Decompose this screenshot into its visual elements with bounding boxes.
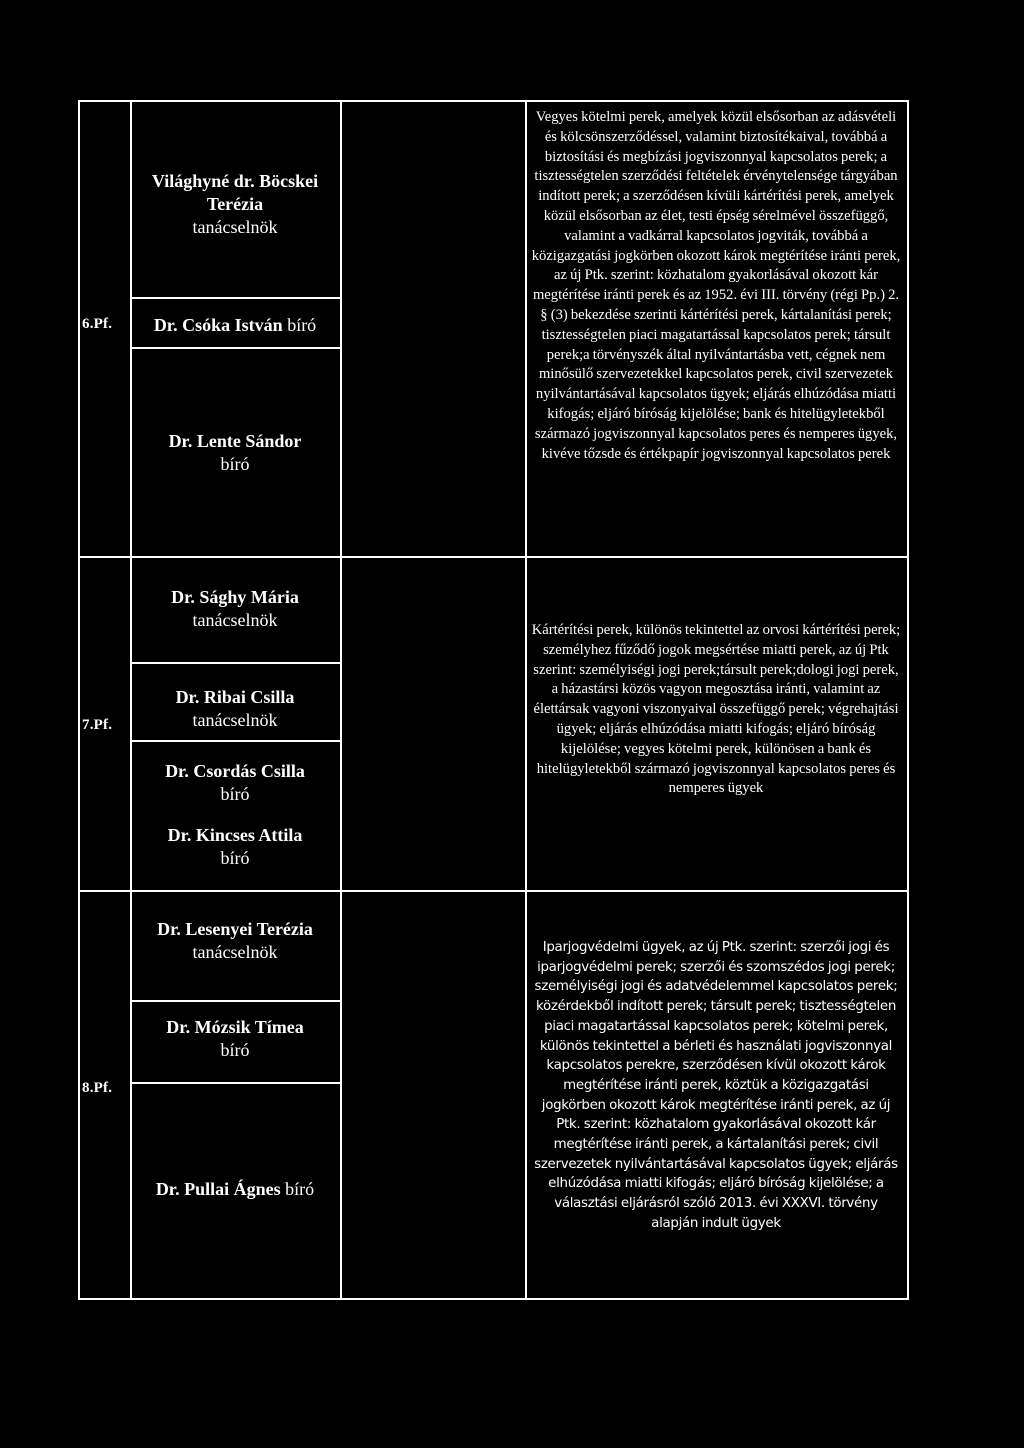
judge-name: Dr. Csóka István [153,315,283,335]
judge-sep-8-1 [130,1000,341,1002]
judge-name: Dr. Mózsik Tímea [166,1017,304,1037]
judge-role: bíró [220,848,250,868]
judge-name: Dr. Csordás Csilla [165,761,305,781]
judge-entry [135,686,335,732]
grid-line-top [78,100,909,102]
grid-line-col3 [525,100,527,1300]
section-code: 7.Pf. [82,717,113,733]
judge-name: Dr. Lente Sándor [168,431,302,451]
grid-line-right [907,100,909,1300]
grid-line-row2 [78,890,909,892]
judge-sep-6-1 [130,297,341,299]
grid-line-col2 [340,100,342,1300]
judge-role: bíró [220,454,250,474]
judge-entry [135,918,335,964]
judge-entry [135,1016,335,1062]
judge-name: Dr. Ribai Csilla [175,687,295,707]
grid-line-col1 [130,100,132,1300]
judge-role: bíró [220,1040,250,1060]
judge-sep-7-1 [130,662,341,664]
judge-role: tanácselnök [192,610,278,630]
judge-entry [135,1178,335,1201]
judge-role: tanácselnök [192,942,278,962]
grid-line-row1 [78,556,909,558]
judge-name: Dr. Sághy Mária [171,587,299,607]
grid-line-bottom [78,1298,909,1300]
judge-role: bíró [285,1179,315,1199]
judge-name: Dr. Kincses Attila [167,825,303,845]
judge-role: tanácselnök [192,710,278,730]
judge-entry [135,430,335,476]
judge-entry [135,314,335,337]
judge-sep-8-2 [130,1082,341,1084]
section-code: 6.Pf. [82,316,113,332]
judge-entry [135,170,335,239]
judge-entry [135,760,335,806]
judge-role: bíró [220,784,250,804]
judge-name: Dr. Pullai Ágnes [155,1179,281,1199]
judge-sep-7-2 [130,740,341,742]
judge-role: bíró [287,315,317,335]
section-code: 8.Pf. [82,1080,113,1096]
case-description: Vegyes kötelmi perek, amelyek közül elsősorban az adásvételi és kölcsönszerződéssel, valamint biztosítékaival, továbbá a biztosítási és megbízási jogviszonnyal kapcsolatos perek; a tisztességtelen szerződési feltételek érvénytelensége tárgyában indított perek; a szerződésen kívüli kártérítési perek, amelyek közül elsősorban az élet, testi épség sérelmével összefüggő, valamint a vadkárral kapcsolatos jogviták, továbbá a közigazgatási jogkörben okozott károk megtérítése iránti perek, az új Ptk. szerint: közhatalom gyakorlásával okozott kár megtérítése iránti perek és az 1952. évi III. törvény (régi Pp.) 2. § (3) bekezdése szerinti kártérítési perek, kártalanítási perek; tisztességtelen piaci magatartással kapcsolatos perek; társult perek;a törvényszék által nyilvántartásba vett, cégnek nem minősülő szervezetekkel kapcsolatos perek, civil szervezetek nyilvántartásával kapcsolatos ügyek; eljárás elhúzódása miatti kifogás; eljáró bíróság kijelölése; bank és hitelügyletekből származó jogviszonnyal kapcsolatos peres és nemperes ügyek, kivéve tőzsde és értékpapír jogviszonnyal kapcsolatos perek [531,109,901,462]
judge-role: tanácselnök [192,217,278,237]
case-description: Iparjogvédelmi ügyek, az új Ptk. szerint: szerzői jogi és iparjogvédelmi perek; szerzői és szomszédos jogi perek; személyiségi jogi és adatvédelemmel kapcsolatos perek; közérdekből indított perek; társult perek; tisztességtelen piaci magatartással kapcsolatos perek; kötelmi perek, különös tekintettel a bérleti és használati jogviszonnyal kapcsolatos perekre, szerződésen kívül okozott károk megtérítése iránti perek, köztük a közigazgatási jogkörben okozott károk megtérítése iránti perek, az új Ptk. szerint: közhatalom gyakorlásával okozott kár megtérítése iránti perek, a kártalanítási perek; civil szervezetek nyilvántartásával kapcsolatos ügyek; eljárás elhúzódása miatti kifogás; eljáró bíróság kijelölése; a választási eljárásról szóló 2013. évi XXXVI. törvény alapján indult ügyek [534,940,898,1231]
judge-name: Dr. Lesenyei Terézia [157,919,313,939]
judge-name: Világhyné dr. Böcskei Terézia [151,171,319,214]
judge-entry [135,586,335,632]
judge-entry [135,824,335,870]
judge-sep-6-2 [130,347,341,349]
case-description: Kártérítési perek, különös tekintettel az orvosi kártérítési perek; személyhez fűződő jogok megsértése miatti perek, az új Ptk szerint: személyiségi jogi perek;társult perek;dologi jogi perek, a házastársi közös vagyon megosztása iránti, valamint az élettársak vagyoni viszonyaival összefüggő perek; végrehajtási ügyek; eljárás elhúzódása miatti kifogás; eljáró bíróság kijelölése; vegyes kötelmi perek, különösen a bank és hitelügyletekből származó jogviszonnyal kapcsolatos peres és nemperes ügyek [531,622,901,797]
grid-line-left [78,100,80,1300]
